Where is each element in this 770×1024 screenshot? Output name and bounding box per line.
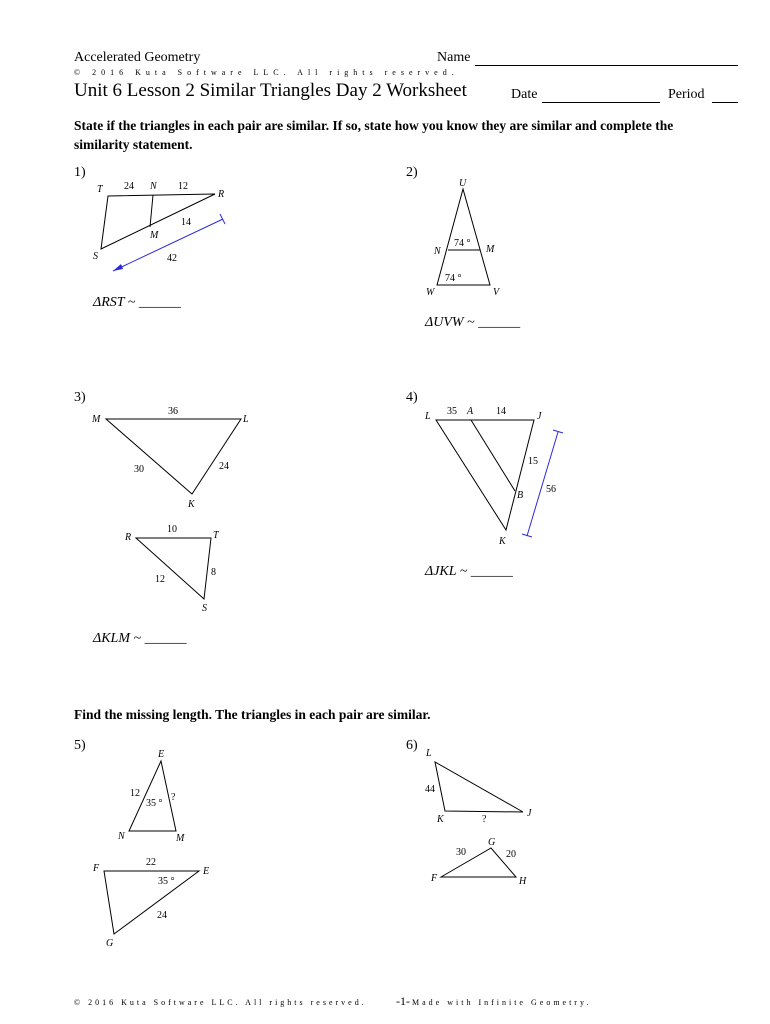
vertex-label: R — [125, 532, 132, 543]
side-label: 12 — [130, 788, 140, 799]
footer-copyright — [74, 998, 367, 1007]
problem-3-statement: ΔKLM ~ ______ — [93, 631, 187, 646]
side-label: 22 — [146, 857, 156, 868]
side-label: ? — [171, 792, 176, 803]
date-label: Date — [511, 87, 538, 102]
problem-1-number: 1) — [74, 165, 86, 180]
vertex-label: H — [519, 876, 527, 887]
side-label: 30 — [134, 464, 144, 475]
angle-label: 74 ° — [454, 238, 471, 249]
side-label: 12 — [178, 181, 188, 192]
vertex-label: F — [93, 863, 100, 874]
vertex-label: L — [425, 411, 431, 422]
vertex-label: V — [493, 287, 500, 298]
side-label: 8 — [211, 567, 216, 578]
vertex-label: K — [499, 536, 506, 547]
angle-label: 74 ° — [445, 273, 462, 284]
vertex-label: R — [218, 189, 225, 200]
problem-1-figure — [101, 194, 225, 271]
vertex-label: F — [431, 873, 438, 884]
segment-ab — [471, 420, 515, 491]
side-label: 24 — [157, 910, 167, 921]
side-label: 30 — [456, 847, 466, 858]
triangle-feg — [104, 871, 199, 934]
segment-nm — [150, 195, 153, 227]
problem-2-number: 2) — [406, 165, 418, 180]
side-label: 14 — [496, 406, 506, 417]
side-label: ? — [482, 814, 487, 825]
vertex-label: L — [243, 414, 249, 425]
page-number: -1- — [396, 994, 410, 1008]
triangle-uvw — [437, 189, 490, 285]
problem-2-figure — [437, 189, 490, 285]
arrow-tick-right — [220, 214, 225, 224]
footer-made-with — [412, 998, 591, 1007]
vertex-label: E — [158, 749, 165, 760]
vertex-label: L — [426, 748, 432, 759]
side-label: 24 — [219, 461, 229, 472]
triangle-fgh — [441, 848, 516, 877]
name-label: Name — [437, 50, 471, 65]
vertex-label: U — [459, 178, 467, 189]
worksheet-title: Unit 6 Lesson 2 Similar Triangles Day 2 Worksheet — [74, 80, 467, 101]
vertex-label: E — [203, 866, 210, 877]
vertex-label: M — [176, 833, 185, 844]
vertex-label: K — [437, 814, 444, 825]
vertex-label: T — [97, 184, 103, 195]
problem-4-number: 4) — [406, 390, 418, 405]
side-label: 10 — [167, 524, 177, 535]
triangle-jkl — [436, 420, 534, 530]
footer-copyright-text: © 2016 Kuta Software LLC. All rights reserved. — [74, 998, 367, 1007]
triangle-rst — [136, 538, 211, 599]
copyright-notice: © 2016 Kuta Software LLC. All rights reserved. — [74, 68, 459, 77]
side-label: 56 — [546, 484, 556, 495]
arrowhead-left — [113, 264, 123, 271]
vertex-label: T — [213, 530, 219, 541]
vertex-label: N — [118, 831, 125, 842]
vertex-label: M — [486, 244, 495, 255]
section2-instructions: Find the missing length. The triangles in each pair are similar. — [74, 707, 431, 722]
vertex-label: N — [150, 181, 157, 192]
problem-2-statement: ΔUVW ~ ______ — [425, 315, 521, 330]
triangle-jkl — [435, 762, 523, 812]
vertex-label: W — [426, 287, 435, 298]
side-label: 35 — [447, 406, 457, 417]
vertex-label: B — [517, 490, 524, 501]
angle-label: 35 ° — [146, 798, 163, 809]
footer-page-number — [396, 994, 410, 1009]
side-label: 12 — [155, 574, 165, 585]
vertex-label: G — [106, 938, 114, 949]
problem-5-figure — [104, 761, 199, 934]
vertex-label: G — [488, 837, 496, 848]
side-label: 14 — [181, 217, 191, 228]
problem-6-number: 6) — [406, 738, 418, 753]
vertex-label: S — [202, 603, 207, 614]
angle-label: 35 ° — [158, 876, 175, 887]
problem-4-figure — [436, 420, 563, 537]
problem-5-number: 5) — [74, 738, 86, 753]
side-label: 15 — [528, 456, 538, 467]
side-label: 44 — [425, 784, 435, 795]
vertex-label: J — [527, 808, 532, 819]
side-label: 36 — [168, 406, 178, 417]
problem-3-figure — [106, 419, 241, 599]
period-label: Period — [668, 87, 705, 102]
vertex-label: M — [150, 230, 159, 241]
side-label: 24 — [124, 181, 134, 192]
vertex-label: K — [188, 499, 195, 510]
problem-3-number: 3) — [74, 390, 86, 405]
section1-instructions: State if the triangles in each pair are similar. If so, state how you know they are similar and complete the similarity statement. — [74, 118, 674, 152]
course-title: Accelerated Geometry — [74, 50, 201, 65]
vertex-label: S — [93, 251, 98, 262]
vertex-label: N — [434, 246, 441, 257]
side-label: 42 — [167, 253, 177, 264]
vertex-label: A — [467, 406, 474, 417]
vertex-label: J — [537, 411, 542, 422]
triangle-klm — [106, 419, 241, 494]
problem-1-statement: ΔRST ~ ______ — [93, 295, 181, 310]
made-with-text: Made with Infinite Geometry. — [412, 998, 592, 1007]
side-label: 20 — [506, 849, 516, 860]
vertex-label: M — [92, 414, 101, 425]
problem-4-statement: ΔJKL ~ ______ — [425, 564, 513, 579]
